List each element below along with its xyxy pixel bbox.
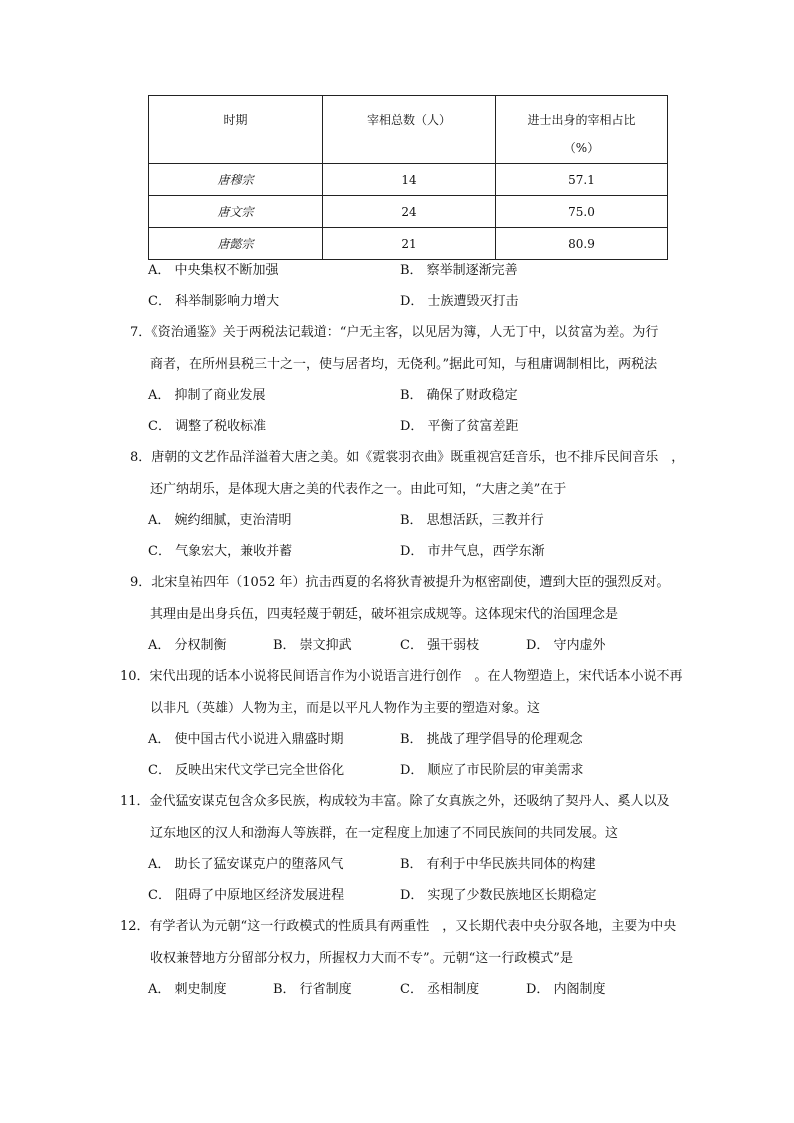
- q11-stem-line-2: 辽东地区的汉人和渤海人等族群，在一定程度上加速了不同民族间的共同发展。这: [150, 826, 619, 841]
- table-row: [149, 228, 668, 260]
- q8-stem-line-2: 还广纳胡乐，是体现大唐之美的代表作之一。由此可知，“大唐之美”在于: [150, 482, 567, 497]
- header-period: 时期: [223, 113, 248, 127]
- q9-stem-line-2: 其理由是出身兵伍，四夷轻蔑于朝廷，破坏祖宗成规等。这体现宋代的治国理念是: [150, 607, 619, 622]
- q12-stem-line-2: 收权兼替地方分留部分权力，所握权力大而不专”。元朝“这一行政模式”是: [150, 951, 573, 966]
- q7-option-d: D． 平衡了贫富差距: [400, 419, 519, 434]
- q7-option-c: C． 调整了税收标准: [148, 419, 267, 434]
- q11-option-b: B． 有利于中华民族共同体的构建: [400, 857, 596, 872]
- q11-option-d: D． 实现了少数民族地区长期稳定: [400, 888, 597, 903]
- q8-stem-line-1: 8．唐朝的文艺作品洋溢着大唐之美。如《霓裳羽衣曲》既重视宫廷音乐，也不排斥民间音乐 ，: [130, 450, 685, 465]
- q12-option-c: C． 丞相制度: [400, 982, 480, 997]
- cell-total: 21: [323, 228, 496, 260]
- q8-option-a: A． 婉约细腻，吏治清明: [148, 513, 292, 528]
- q8-option-c: C． 气象宏大，兼收并蓄: [148, 544, 293, 559]
- header-total: 宰相总数（人）: [366, 113, 451, 127]
- cell-total: 14: [323, 164, 496, 196]
- q10-option-b: B． 挑战了理学倡导的伦理观念: [400, 732, 583, 747]
- q10-option-d: D． 顺应了市民阶层的审美需求: [400, 763, 584, 778]
- q11-stem-line-1: 11．金代猛安谋克包含众多民族，构成较为丰富。除了女真族之外，还吸纳了契丹人、奚人以及: [120, 794, 670, 809]
- q6-option-b: B． 察举制逐渐完善: [400, 263, 518, 278]
- q12-option-d: D． 内阁制度: [526, 982, 606, 997]
- q11-option-c: C． 阻碍了中原地区经济发展进程: [148, 888, 345, 903]
- q12-option-a: A． 刺史制度: [148, 982, 227, 997]
- cell-ratio: 75.0: [496, 196, 668, 228]
- q7-option-a: A． 抑制了商业发展: [148, 388, 266, 403]
- q12-stem-line-1: 12．有学者认为元朝“这一行政模式的性质具有两重性 ，又长期代表中央分驭各地，主要为中央: [120, 919, 677, 934]
- table-header-row: [149, 96, 668, 164]
- q9-option-c: C． 强干弱枝: [400, 638, 480, 653]
- q7-stem-line-2: 商者，在所州县税三十之一，使与居者均，无侥利。”据此可知，与租庸调制相比，两税法: [150, 357, 658, 372]
- q10-stem-line-2: 以非凡（英雄）人物为主，而是以平凡人物作为主要的塑造对象。这: [150, 701, 541, 716]
- q8-option-d: D． 市井气息，西学东渐: [400, 544, 545, 559]
- table-row: [149, 196, 668, 228]
- q9-stem-line-1: 9．北宋皇祐四年（1052 年）抗击西夏的名将狄青被提升为枢密副使，遭到大臣的强烈反对。: [130, 575, 670, 590]
- chancellor-table: [148, 95, 668, 260]
- cell-period: 唐懿宗: [149, 228, 323, 260]
- q8-option-b: B． 思想活跃，三教并行: [400, 513, 544, 528]
- cell-ratio: 80.9: [496, 228, 668, 260]
- q9-option-d: D． 守内虚外: [526, 638, 606, 653]
- q6-option-a: A． 中央集权不断加强: [148, 263, 279, 278]
- cell-total: 24: [323, 196, 496, 228]
- q10-option-c: C． 反映出宋代文学已完全世俗化: [148, 763, 345, 778]
- q6-option-c: C． 科举制影响力增大: [148, 294, 280, 309]
- header-ratio-unit: （%）: [563, 141, 600, 155]
- q9-option-b: B． 崇文抑武: [273, 638, 352, 653]
- cell-period: 唐文宗: [149, 196, 323, 228]
- table-row: [149, 164, 668, 196]
- q9-option-a: A． 分权制衡: [148, 638, 227, 653]
- cell-ratio: 57.1: [496, 164, 668, 196]
- q7-stem-line-1: 7．《资治通鉴》关于两税法记载道：“户无主客，以见居为簿，人无丁中，以贫富为差。为行: [130, 325, 659, 340]
- q7-option-b: B． 确保了财政稳定: [400, 388, 518, 403]
- header-ratio: 进士出身的宰相占比: [527, 113, 636, 127]
- q10-option-a: A． 使中国古代小说进入鼎盛时期: [148, 732, 344, 747]
- q6-option-d: D． 士族遭毁灭打击: [400, 294, 519, 309]
- q12-option-b: B． 行省制度: [273, 982, 352, 997]
- cell-period: 唐穆宗: [149, 164, 323, 196]
- q10-stem-line-1: 10．宋代出现的话本小说将民间语言作为小说语言进行创作 。在人物塑造上，宋代话本小说不再: [120, 669, 683, 684]
- q11-option-a: A． 助长了猛安谋克户的堕落风气: [148, 857, 344, 872]
